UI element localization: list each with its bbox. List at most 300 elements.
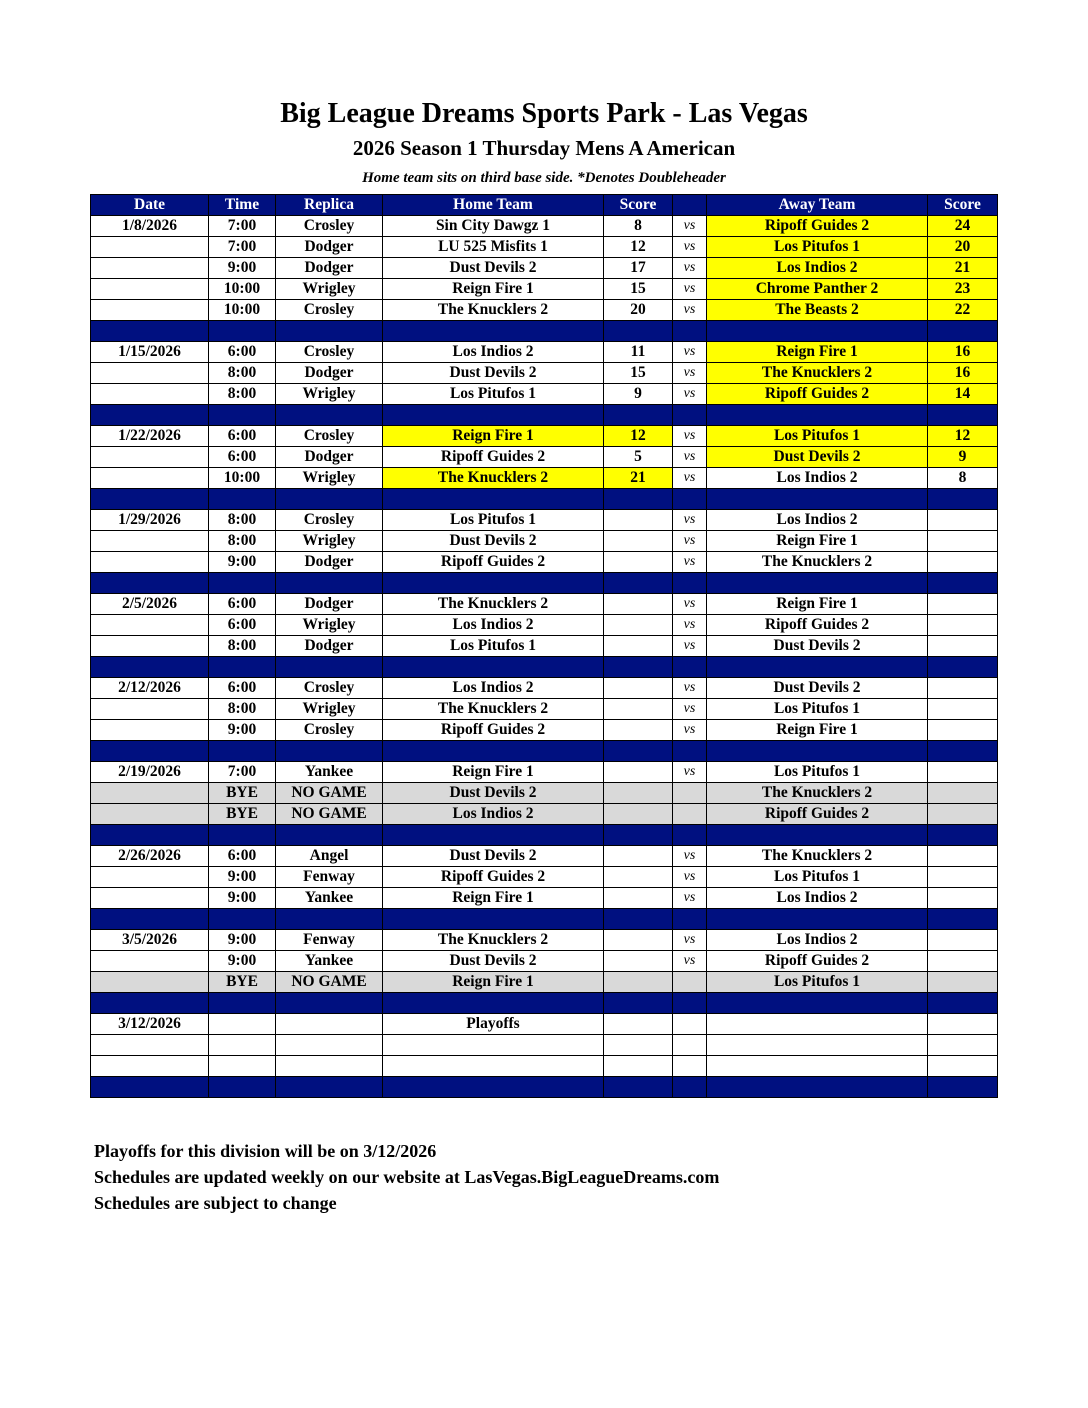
away-team-cell: Los Pitufos 1	[707, 237, 928, 258]
away-team-cell: Los Indios 2	[707, 510, 928, 531]
time-cell: 9:00	[209, 867, 276, 888]
home-score-cell	[604, 930, 673, 951]
col-away-score: Score	[928, 195, 998, 216]
home-team-cell	[383, 1056, 604, 1077]
vs-cell: vs	[673, 594, 707, 615]
separator-cell	[276, 489, 383, 510]
away-score-cell: 23	[928, 279, 998, 300]
date-cell	[91, 867, 209, 888]
home-team-cell: The Knucklers 2	[383, 699, 604, 720]
time-cell	[209, 1035, 276, 1056]
vs-cell: vs	[673, 300, 707, 321]
date-cell	[91, 1056, 209, 1077]
home-team-cell: Dust Devils 2	[383, 531, 604, 552]
date-cell	[91, 384, 209, 405]
week-separator	[91, 573, 998, 594]
replica-cell: NO GAME	[276, 972, 383, 993]
game-row	[91, 951, 998, 972]
separator-cell	[209, 657, 276, 678]
time-cell: 9:00	[209, 258, 276, 279]
away-score-cell	[928, 510, 998, 531]
home-team-cell: The Knucklers 2	[383, 930, 604, 951]
date-cell: 1/8/2026	[91, 216, 209, 237]
replica-cell: Crosley	[276, 216, 383, 237]
game-row	[91, 678, 998, 699]
game-row	[91, 279, 998, 300]
time-cell: 10:00	[209, 468, 276, 489]
separator-cell	[383, 573, 604, 594]
away-score-cell: 16	[928, 342, 998, 363]
date-cell	[91, 237, 209, 258]
separator-cell	[928, 1077, 998, 1098]
replica-cell: Wrigley	[276, 699, 383, 720]
date-cell: 1/22/2026	[91, 426, 209, 447]
home-team-cell: Los Indios 2	[383, 804, 604, 825]
home-score-cell	[604, 615, 673, 636]
away-team-cell: Chrome Panther 2	[707, 279, 928, 300]
home-team-cell: LU 525 Misfits 1	[383, 237, 604, 258]
date-cell	[91, 888, 209, 909]
separator-cell	[604, 1077, 673, 1098]
game-row	[91, 636, 998, 657]
home-score-cell	[604, 720, 673, 741]
home-team-cell: Ripoff Guides 2	[383, 867, 604, 888]
game-row	[91, 846, 998, 867]
separator-cell	[91, 405, 209, 426]
date-cell	[91, 363, 209, 384]
separator-cell	[604, 741, 673, 762]
separator-cell	[673, 405, 707, 426]
footer-playoffs: Playoffs for this division will be on 3/12/2026	[94, 1141, 437, 1161]
replica-cell: Fenway	[276, 930, 383, 951]
home-score-cell: 12	[604, 237, 673, 258]
separator-cell	[604, 489, 673, 510]
separator-cell	[276, 657, 383, 678]
vs-cell	[673, 1056, 707, 1077]
date-cell	[91, 447, 209, 468]
separator-cell	[928, 321, 998, 342]
home-team-cell: Reign Fire 1	[383, 426, 604, 447]
home-team-cell: Reign Fire 1	[383, 972, 604, 993]
time-cell: BYE	[209, 972, 276, 993]
time-cell: 6:00	[209, 846, 276, 867]
replica-cell: Crosley	[276, 300, 383, 321]
replica-cell	[276, 1056, 383, 1077]
separator-cell	[673, 741, 707, 762]
home-score-cell	[604, 678, 673, 699]
date-cell	[91, 279, 209, 300]
away-score-cell	[928, 1056, 998, 1077]
separator-cell	[209, 741, 276, 762]
game-row	[91, 300, 998, 321]
home-score-cell: 5	[604, 447, 673, 468]
date-cell: 2/26/2026	[91, 846, 209, 867]
separator-cell	[91, 657, 209, 678]
separator-cell	[91, 321, 209, 342]
time-cell: 7:00	[209, 216, 276, 237]
away-team-cell: Los Indios 2	[707, 888, 928, 909]
vs-cell	[673, 1035, 707, 1056]
home-score-cell	[604, 510, 673, 531]
home-score-cell	[604, 846, 673, 867]
vs-cell: vs	[673, 615, 707, 636]
away-team-cell: Dust Devils 2	[707, 447, 928, 468]
separator-cell	[707, 321, 928, 342]
away-score-cell	[928, 720, 998, 741]
vs-cell: vs	[673, 699, 707, 720]
away-score-cell: 24	[928, 216, 998, 237]
separator-cell	[383, 321, 604, 342]
time-cell: 8:00	[209, 636, 276, 657]
game-row	[91, 510, 998, 531]
replica-cell: Angel	[276, 846, 383, 867]
game-row	[91, 363, 998, 384]
footer-disclaimer: Schedules are subject to change	[94, 1193, 337, 1213]
separator-cell	[276, 741, 383, 762]
away-score-cell	[928, 804, 998, 825]
separator-cell	[707, 405, 928, 426]
home-team-cell: Dust Devils 2	[383, 951, 604, 972]
time-cell: 9:00	[209, 888, 276, 909]
home-team-cell: Los Indios 2	[383, 678, 604, 699]
date-cell	[91, 615, 209, 636]
week-separator	[91, 909, 998, 930]
vs-cell: vs	[673, 342, 707, 363]
game-row	[91, 258, 998, 279]
vs-cell: vs	[673, 720, 707, 741]
separator-cell	[383, 657, 604, 678]
separator-cell	[91, 573, 209, 594]
vs-cell: vs	[673, 888, 707, 909]
separator-cell	[928, 405, 998, 426]
away-team-cell: Los Pitufos 1	[707, 699, 928, 720]
separator-cell	[707, 993, 928, 1014]
replica-cell: NO GAME	[276, 783, 383, 804]
separator-cell	[707, 909, 928, 930]
away-team-cell: Los Indios 2	[707, 468, 928, 489]
date-cell	[91, 636, 209, 657]
separator-cell	[383, 741, 604, 762]
away-team-cell: The Knucklers 2	[707, 783, 928, 804]
away-team-cell: Los Indios 2	[707, 258, 928, 279]
replica-cell: Fenway	[276, 867, 383, 888]
away-team-cell: Los Indios 2	[707, 930, 928, 951]
home-score-cell	[604, 594, 673, 615]
home-score-cell: 17	[604, 258, 673, 279]
week-separator	[91, 1077, 998, 1098]
date-cell: 2/19/2026	[91, 762, 209, 783]
replica-cell: Crosley	[276, 678, 383, 699]
separator-cell	[604, 909, 673, 930]
vs-cell: vs	[673, 762, 707, 783]
separator-cell	[276, 321, 383, 342]
game-row	[91, 447, 998, 468]
separator-cell	[91, 489, 209, 510]
separator-cell	[604, 321, 673, 342]
home-score-cell	[604, 636, 673, 657]
away-score-cell	[928, 888, 998, 909]
home-team-cell: Ripoff Guides 2	[383, 447, 604, 468]
home-score-cell	[604, 762, 673, 783]
separator-cell	[209, 993, 276, 1014]
week-separator	[91, 741, 998, 762]
time-cell: 9:00	[209, 552, 276, 573]
away-team-cell: Dust Devils 2	[707, 636, 928, 657]
home-team-cell: Reign Fire 1	[383, 279, 604, 300]
separator-cell	[604, 573, 673, 594]
away-score-cell	[928, 699, 998, 720]
date-cell	[91, 531, 209, 552]
replica-cell: Wrigley	[276, 531, 383, 552]
separator-cell	[673, 573, 707, 594]
separator-cell	[209, 1077, 276, 1098]
game-row	[91, 1035, 998, 1056]
home-score-cell	[604, 531, 673, 552]
date-cell: 3/12/2026	[91, 1014, 209, 1035]
away-team-cell: Ripoff Guides 2	[707, 951, 928, 972]
away-team-cell: Los Pitufos 1	[707, 762, 928, 783]
separator-cell	[928, 741, 998, 762]
away-team-cell: Dust Devils 2	[707, 678, 928, 699]
separator-cell	[604, 657, 673, 678]
date-cell	[91, 1035, 209, 1056]
away-team-cell: Los Pitufos 1	[707, 426, 928, 447]
home-team-cell	[383, 1035, 604, 1056]
game-row	[91, 426, 998, 447]
away-score-cell	[928, 636, 998, 657]
separator-cell	[928, 993, 998, 1014]
away-score-cell	[928, 762, 998, 783]
away-score-cell	[928, 1014, 998, 1035]
home-score-cell	[604, 888, 673, 909]
time-cell: 6:00	[209, 594, 276, 615]
home-team-cell: Reign Fire 1	[383, 762, 604, 783]
away-team-cell: Ripoff Guides 2	[707, 216, 928, 237]
col-away-team: Away Team	[707, 195, 928, 216]
vs-cell: vs	[673, 237, 707, 258]
away-score-cell	[928, 1035, 998, 1056]
vs-cell: vs	[673, 510, 707, 531]
vs-cell: vs	[673, 867, 707, 888]
vs-cell: vs	[673, 846, 707, 867]
time-cell: 10:00	[209, 300, 276, 321]
away-team-cell: The Knucklers 2	[707, 363, 928, 384]
away-team-cell: The Knucklers 2	[707, 552, 928, 573]
date-cell	[91, 720, 209, 741]
separator-cell	[707, 1077, 928, 1098]
game-row	[91, 867, 998, 888]
col-home-team: Home Team	[383, 195, 604, 216]
home-score-cell: 11	[604, 342, 673, 363]
separator-cell	[928, 573, 998, 594]
away-score-cell	[928, 531, 998, 552]
separator-cell	[673, 321, 707, 342]
home-score-cell	[604, 1056, 673, 1077]
time-cell: 8:00	[209, 384, 276, 405]
date-cell	[91, 699, 209, 720]
away-score-cell	[928, 615, 998, 636]
away-team-cell: Ripoff Guides 2	[707, 615, 928, 636]
away-score-cell: 14	[928, 384, 998, 405]
home-score-cell	[604, 1035, 673, 1056]
replica-cell: Wrigley	[276, 384, 383, 405]
game-row	[91, 552, 998, 573]
replica-cell: Dodger	[276, 363, 383, 384]
home-team-cell: Ripoff Guides 2	[383, 720, 604, 741]
away-score-cell	[928, 678, 998, 699]
vs-cell: vs	[673, 468, 707, 489]
time-cell: 9:00	[209, 951, 276, 972]
home-team-cell: Los Indios 2	[383, 342, 604, 363]
time-cell: 9:00	[209, 720, 276, 741]
home-team-cell: The Knucklers 2	[383, 300, 604, 321]
vs-cell: vs	[673, 384, 707, 405]
separator-cell	[383, 1077, 604, 1098]
replica-cell: Dodger	[276, 636, 383, 657]
away-score-cell: 9	[928, 447, 998, 468]
away-score-cell	[928, 783, 998, 804]
home-score-cell: 15	[604, 363, 673, 384]
replica-cell: Dodger	[276, 552, 383, 573]
game-row	[91, 1056, 998, 1077]
game-row	[91, 699, 998, 720]
vs-cell	[673, 1014, 707, 1035]
time-cell: 6:00	[209, 447, 276, 468]
game-row	[91, 930, 998, 951]
separator-cell	[276, 573, 383, 594]
vs-cell: vs	[673, 258, 707, 279]
home-team-cell: Playoffs	[383, 1014, 604, 1035]
replica-cell: NO GAME	[276, 804, 383, 825]
separator-cell	[383, 993, 604, 1014]
away-score-cell	[928, 594, 998, 615]
vs-cell: vs	[673, 447, 707, 468]
game-row	[91, 1014, 998, 1035]
separator-cell	[673, 825, 707, 846]
col-vs	[673, 195, 707, 216]
col-date: Date	[91, 195, 209, 216]
time-cell: 8:00	[209, 531, 276, 552]
date-cell: 2/12/2026	[91, 678, 209, 699]
week-separator	[91, 993, 998, 1014]
away-score-cell	[928, 867, 998, 888]
schedule-note: Home team sits on third base side. *Denotes Doubleheader	[362, 170, 726, 186]
home-score-cell: 9	[604, 384, 673, 405]
separator-cell	[91, 1077, 209, 1098]
page-title: Big League Dreams Sports Park - Las Vegas	[280, 98, 808, 129]
replica-cell: Yankee	[276, 951, 383, 972]
replica-cell: Dodger	[276, 258, 383, 279]
separator-cell	[276, 909, 383, 930]
date-cell: 2/5/2026	[91, 594, 209, 615]
home-score-cell	[604, 783, 673, 804]
time-cell: 6:00	[209, 678, 276, 699]
home-team-cell: Dust Devils 2	[383, 363, 604, 384]
week-separator	[91, 657, 998, 678]
replica-cell: Yankee	[276, 888, 383, 909]
separator-cell	[276, 993, 383, 1014]
separator-cell	[604, 825, 673, 846]
replica-cell: Dodger	[276, 237, 383, 258]
away-team-cell: The Beasts 2	[707, 300, 928, 321]
separator-cell	[928, 825, 998, 846]
away-score-cell	[928, 972, 998, 993]
week-separator	[91, 405, 998, 426]
time-cell	[209, 1056, 276, 1077]
week-separator	[91, 321, 998, 342]
home-score-cell: 15	[604, 279, 673, 300]
vs-cell: vs	[673, 531, 707, 552]
separator-cell	[209, 321, 276, 342]
away-team-cell: Ripoff Guides 2	[707, 384, 928, 405]
away-team-cell: Los Pitufos 1	[707, 867, 928, 888]
separator-cell	[276, 405, 383, 426]
separator-cell	[928, 909, 998, 930]
separator-cell	[673, 993, 707, 1014]
away-score-cell: 8	[928, 468, 998, 489]
date-cell: 1/15/2026	[91, 342, 209, 363]
time-cell: 7:00	[209, 237, 276, 258]
time-cell: BYE	[209, 804, 276, 825]
replica-cell: Wrigley	[276, 279, 383, 300]
home-score-cell	[604, 951, 673, 972]
game-row	[91, 237, 998, 258]
footer-website: Schedules are updated weekly on our website at LasVegas.BigLeagueDreams.com	[94, 1167, 720, 1187]
separator-cell	[276, 1077, 383, 1098]
date-cell	[91, 300, 209, 321]
away-score-cell: 12	[928, 426, 998, 447]
separator-cell	[707, 657, 928, 678]
vs-cell: vs	[673, 678, 707, 699]
replica-cell: Dodger	[276, 447, 383, 468]
bye-row	[91, 972, 998, 993]
away-team-cell: Reign Fire 1	[707, 594, 928, 615]
time-cell: 6:00	[209, 426, 276, 447]
date-cell: 1/29/2026	[91, 510, 209, 531]
home-score-cell	[604, 1014, 673, 1035]
away-team-cell: Reign Fire 1	[707, 531, 928, 552]
time-cell: 6:00	[209, 342, 276, 363]
away-score-cell: 16	[928, 363, 998, 384]
away-score-cell: 20	[928, 237, 998, 258]
home-score-cell	[604, 552, 673, 573]
schedule-table	[90, 194, 998, 1098]
home-team-cell: The Knucklers 2	[383, 594, 604, 615]
date-cell	[91, 972, 209, 993]
replica-cell: Crosley	[276, 720, 383, 741]
time-cell: 8:00	[209, 699, 276, 720]
time-cell: 8:00	[209, 363, 276, 384]
date-cell: 3/5/2026	[91, 930, 209, 951]
separator-cell	[209, 909, 276, 930]
away-team-cell: The Knucklers 2	[707, 846, 928, 867]
home-team-cell: Los Pitufos 1	[383, 636, 604, 657]
home-score-cell	[604, 804, 673, 825]
home-team-cell: Reign Fire 1	[383, 888, 604, 909]
home-score-cell	[604, 699, 673, 720]
separator-cell	[209, 405, 276, 426]
separator-cell	[604, 993, 673, 1014]
col-home-score: Score	[604, 195, 673, 216]
home-team-cell: Ripoff Guides 2	[383, 552, 604, 573]
replica-cell	[276, 1014, 383, 1035]
date-cell	[91, 552, 209, 573]
time-cell: 8:00	[209, 510, 276, 531]
date-cell	[91, 783, 209, 804]
home-score-cell	[604, 972, 673, 993]
away-team-cell: Reign Fire 1	[707, 720, 928, 741]
home-team-cell: Los Pitufos 1	[383, 510, 604, 531]
